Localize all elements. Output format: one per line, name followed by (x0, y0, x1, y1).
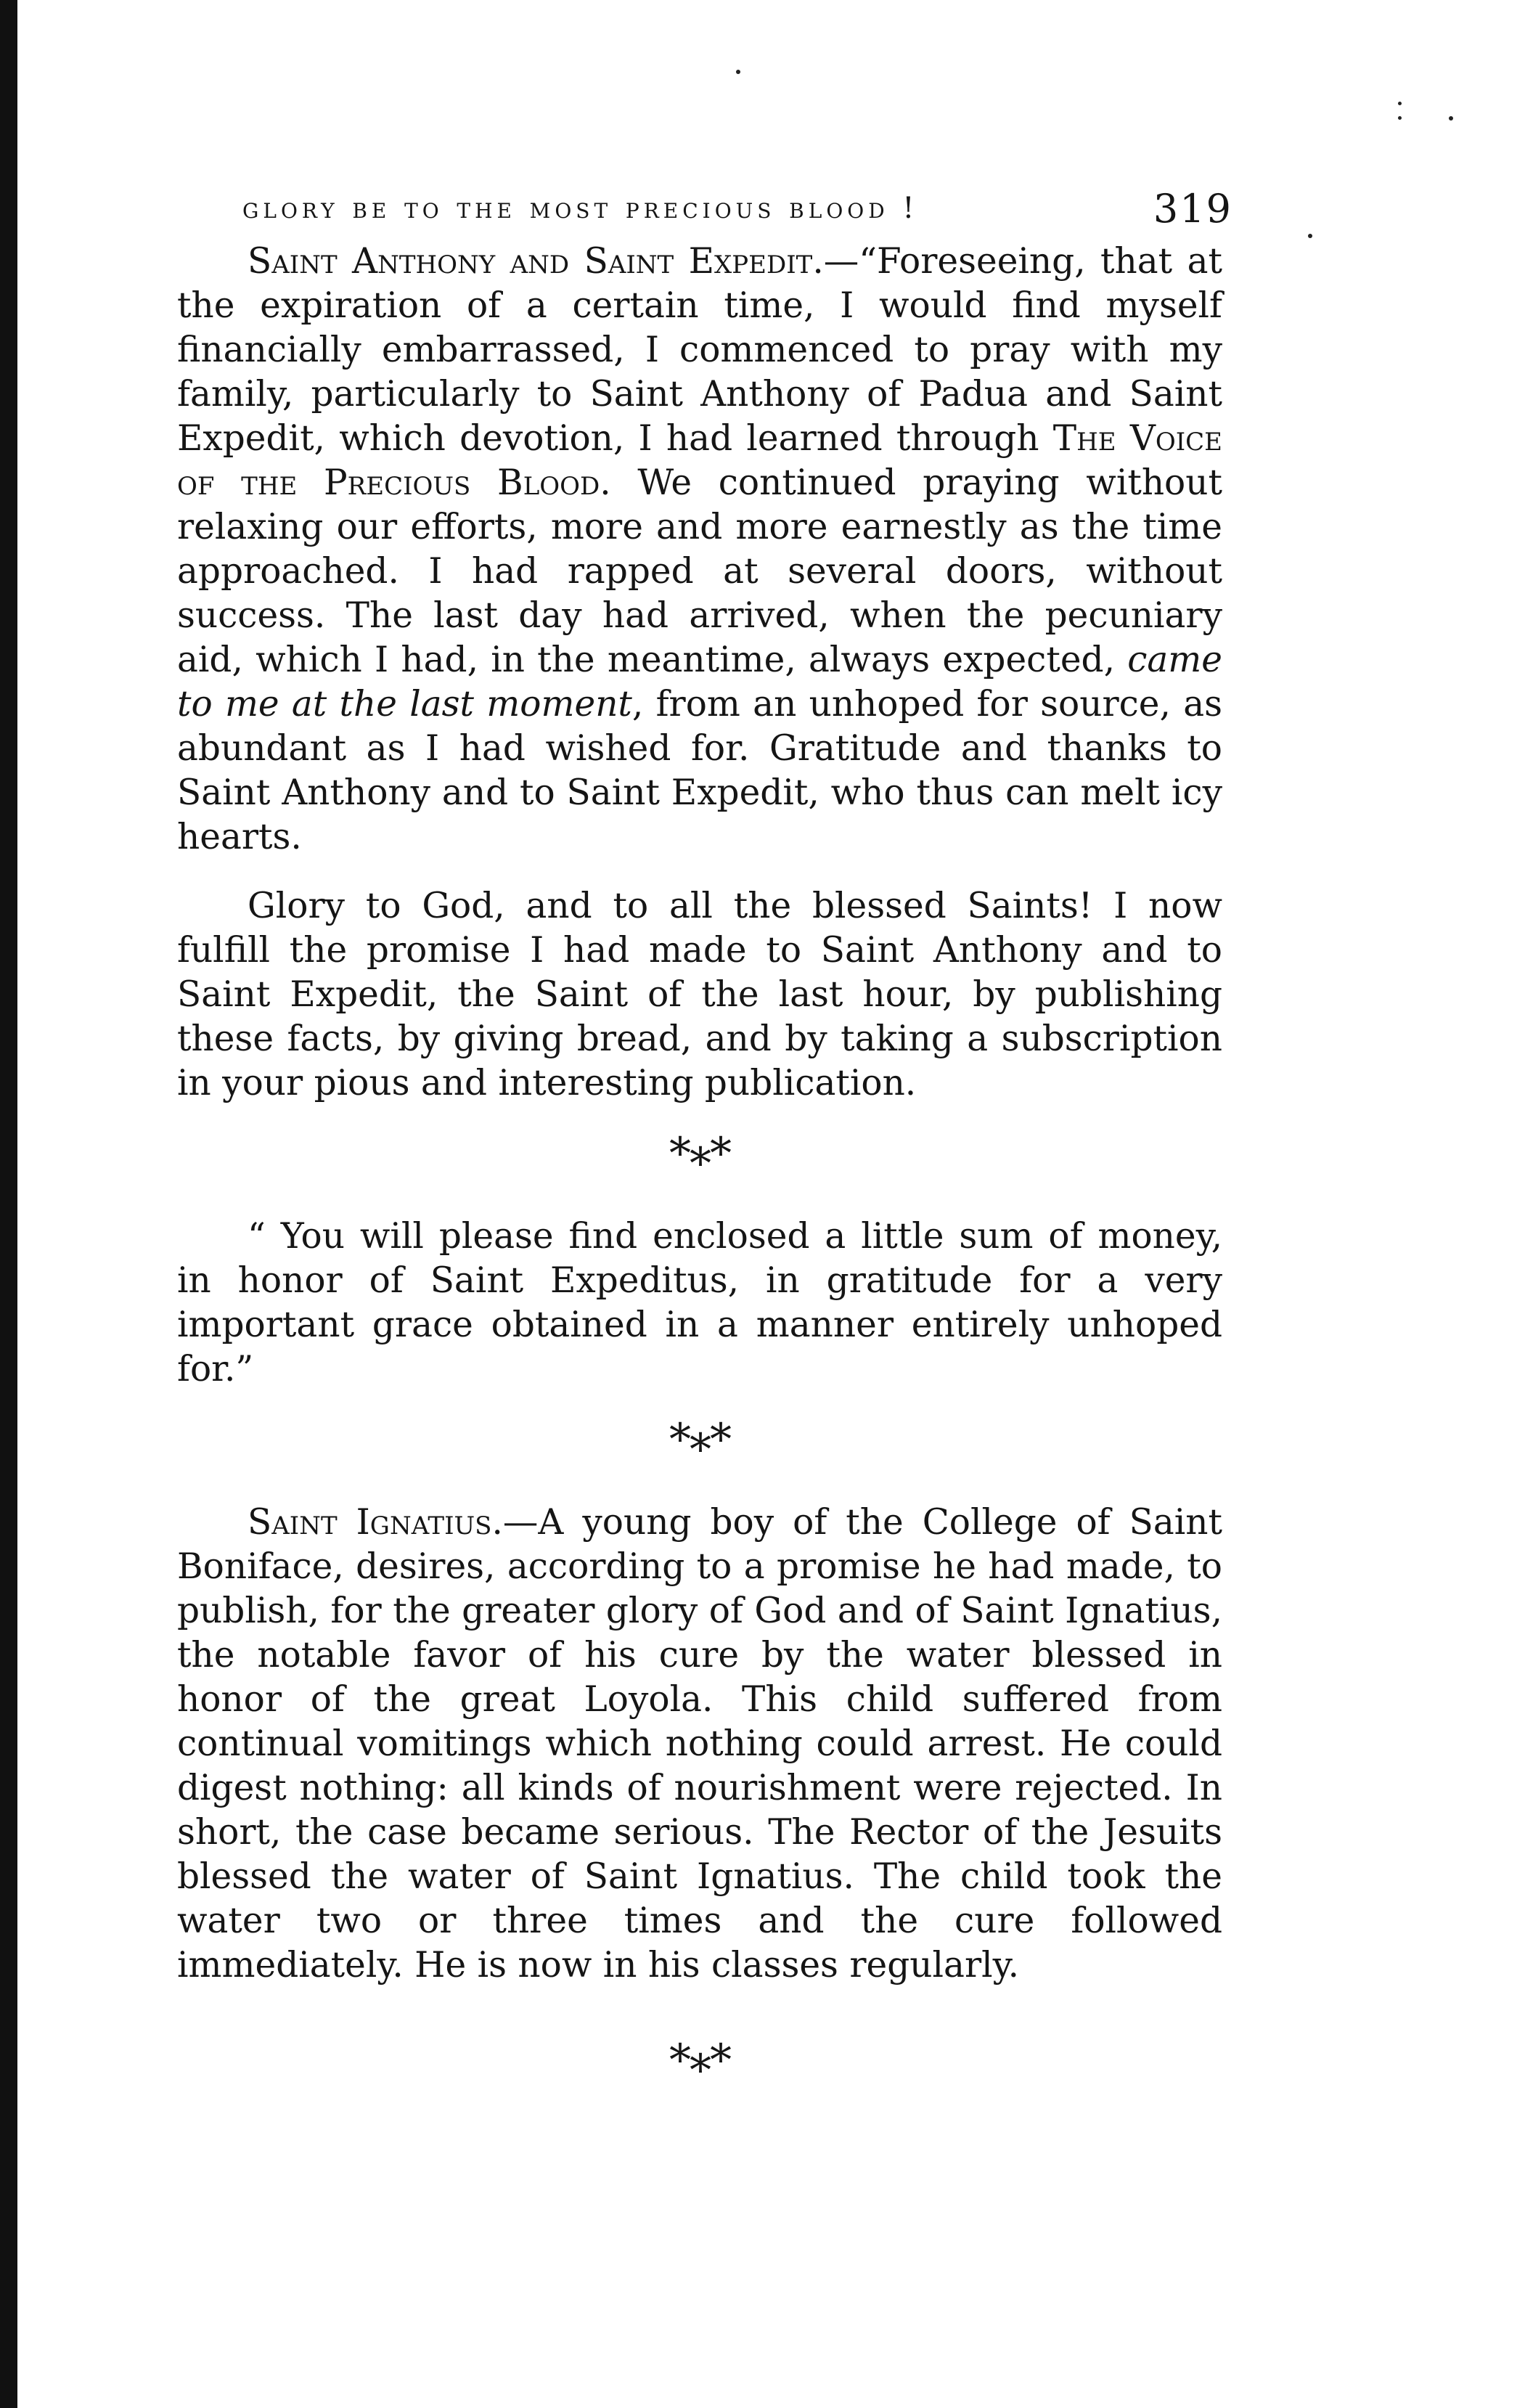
scan-speck (1398, 116, 1402, 120)
paragraph-text: . We continued praying without relaxing our efforts, more and more earnestly as the time approached. I had rapped at several doors, without success. The last day had arrived, when the pecuniary aid, which I had, in the meantime, always expected, (177, 462, 1222, 680)
page-edge-shadow (0, 0, 17, 2408)
scan-speck (1449, 116, 1453, 121)
asterisk: * (710, 1128, 730, 1179)
asterism-separator (177, 1106, 1222, 1215)
book-page (177, 174, 1232, 2118)
asterisk: * (690, 1424, 710, 1475)
paragraph-text: —A young boy of the College of Saint Boniface, desires, according to a promise he had made, to publish, for the greater glory of God and of Saint Ignatius, the notable favor of his cure by the water blessed in honor of the great Loyola. This child suffered from continual vomitings which nothing could arrest. He could digest nothing: all kinds of nourishment were rejected. In short, the case became serious. The Rector of the Jesuits blessed the water of Saint Ignatius. The child took the water two or three times and the cure followed immediately. He is now in his classes regularly. (177, 1502, 1222, 1985)
asterisk: * (690, 1138, 710, 1189)
paragraph-text: , from an unhoped for source, as abundant as I had wished for. Gratitude and thanks to Saint Anthony and to Saint Expedit, who thus can melt icy hearts. (177, 684, 1222, 857)
asterisk: * (669, 1414, 690, 1465)
paragraph-saint-ignatius (177, 1501, 1222, 1988)
asterisk: * (669, 2035, 690, 2086)
scan-speck (736, 70, 740, 74)
asterisk: * (669, 1128, 690, 1179)
asterism-separator (177, 1988, 1222, 2118)
paragraph-saint-expeditus-letter: “ You will please find enclosed a little sum of money, in honor of Saint Expeditus, in gratitude for a very important grace obtained in a manner entirely unhoped for.” (177, 1216, 1222, 1389)
section-heading-ignatius: Saint Ignatius. (248, 1502, 503, 1543)
paragraph-gap (177, 860, 1222, 884)
asterisk: * (710, 1414, 730, 1465)
section-heading-anthony: Saint Anthony and Saint Expedit. (248, 241, 824, 282)
asterisk: * (690, 2045, 710, 2096)
paragraph-text: —“Foreseeing, that at the expiration of a certain time, I would find myself financially embarrassed, I commenced to pray with my family, particularly to Saint Anthony of Padua and Saint Expedit, which devotion, I had learned through (177, 241, 1222, 459)
paragraph-glory-to-god: Glory to God, and to all the blessed Saints! I now fulfill the promise I had made to Saint Anthony and to Saint Expedit, the Saint of the last hour, by publishing these facts, by giving bread, and by taking a subscription in your pious and interesting publication. (177, 886, 1222, 1103)
asterisk: * (710, 2035, 730, 2086)
running-title: glory be to the most precious blood ! (242, 192, 919, 225)
paragraph-saint-anthony (177, 240, 1222, 860)
page-number: 319 (1153, 186, 1232, 232)
scan-speck (1308, 234, 1312, 238)
running-head (177, 174, 1232, 240)
asterism-separator (177, 1392, 1222, 1501)
emphasis-text: came to me at the last moment (177, 640, 1222, 725)
scan-speck (1398, 102, 1402, 105)
publication-title: The Voice of the Precious Blood (177, 418, 1222, 503)
